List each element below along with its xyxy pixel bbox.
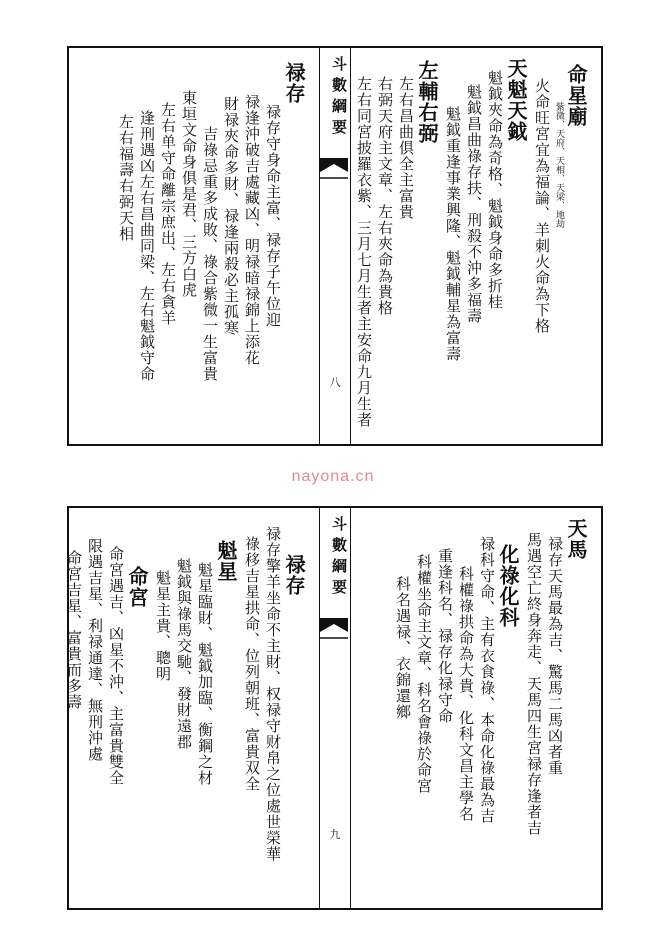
section-heading: 天魁天鉞 (504, 58, 528, 142)
text-column: 左右同宮披羅衣紫、三月七月生者主安命九月生者 (355, 76, 373, 428)
text-column: 禄逢沖破吉處藏凶、明禄暗禄錦上添花 (243, 94, 261, 366)
section-heading: 禄存 (282, 62, 306, 104)
section-heading: 禄存 (282, 554, 306, 596)
page-number: 八 (329, 376, 341, 389)
text-column: 紫微、天府、天相、天梁、地劫 (554, 102, 564, 228)
fishtail-mark-icon (320, 618, 348, 668)
text-column: 禄科守命、主有衣食祿、本命化祿最為吉 (478, 536, 496, 824)
spine-title-text: 斗數綱要 (330, 56, 348, 140)
text-column: 右弼天府主文章、左右夾命為貴格 (376, 76, 394, 316)
text-column: 逢刑遇凶左右昌曲同梁、左右魁鉞守命 (138, 110, 156, 382)
text-column: 禄存擎羊坐命不主財、权禄守财帛之位處世榮華 (264, 526, 282, 862)
text-column: 科權祿拱命為大貴、化科文昌主學名 (457, 566, 475, 822)
text-column: 重逢科名、禄存化禄守命 (436, 548, 454, 724)
text-column: 科名遇禄、衣錦還鄉 (394, 576, 412, 720)
bottom-left-page (65, 514, 315, 902)
text-column: 魁鉞與祿馬交馳、發財遠郡 (175, 558, 193, 750)
text-column: 魁鉞昌曲祿存扶、刑殺不沖多福壽 (465, 84, 483, 324)
page-number: 九 (329, 828, 341, 841)
text-column: 限遇吉星、利禄通達、無刑沖處 (86, 538, 104, 762)
text-column: 魁星臨財、魁鉞加臨、衡鋼之材 (196, 562, 214, 786)
top-page-spread (67, 46, 603, 446)
top-right-page (357, 54, 597, 438)
bottom-page-spread (67, 506, 603, 910)
text-column: 吉祿忌重多成敗、祿合紫微一生富貴 (201, 126, 219, 382)
spine-book-title (320, 516, 350, 600)
text-column: 命宮吉星、富貴而多壽 (65, 550, 83, 710)
book-spine-bottom (319, 508, 351, 908)
text-column: 左右福壽右弼天相 (117, 114, 135, 242)
text-column: 財禄夾命多財、禄逢兩殺必主孤寒 (222, 96, 240, 336)
text-column: 魁星主貴、聰明 (154, 570, 172, 682)
text-column: 命宮遇吉、凶星不沖、主富貴雙全 (107, 546, 125, 786)
spine-title-text: 斗數綱要 (330, 516, 348, 600)
section-heading: 命宮 (125, 566, 149, 608)
section-heading: 天馬 (564, 518, 588, 560)
text-column: 祿移吉星拱命、位列朝班、富貴双全 (243, 536, 261, 792)
text-column: 火命旺宮宜為福論、羊刺火命為下格 (533, 78, 551, 334)
text-column: 左右单守命離宗庶出、左右貪羊 (159, 102, 177, 326)
text-column: 馬遇空亡終身奔走、天馬四生宮禄存逢者吉 (525, 532, 543, 836)
bottom-right-page (357, 514, 597, 902)
section-heading: 化祿化科 (496, 544, 520, 628)
section-heading: 左輔右弼 (415, 60, 439, 144)
text-column: 禄存守身命主富、禄存子午位迎 (264, 104, 282, 328)
text-column: 東垣文命身俱是君、三方白虎 (180, 90, 198, 298)
text-column: 左右昌曲俱全主富貴 (397, 76, 415, 220)
text-column: 魁鉞夾命為奇格、魁鉞身命多折桂 (486, 70, 504, 310)
book-spine-top (319, 48, 351, 444)
fishtail-mark-icon (320, 158, 348, 208)
text-column: 禄存天馬最為吉、驚馬二馬凶者重 (546, 536, 564, 776)
section-heading: 魁星 (214, 540, 238, 582)
spine-book-title (320, 56, 350, 140)
top-left-page (75, 54, 315, 438)
watermark-text: nayona.cn (291, 468, 375, 485)
text-column: 魁鉞重逢事業興隆、魁鉞輔星為富壽 (444, 106, 462, 362)
text-column: 科權坐命主文章、科名會祿於命宮 (415, 554, 433, 794)
section-heading: 命星廟 (564, 64, 588, 127)
